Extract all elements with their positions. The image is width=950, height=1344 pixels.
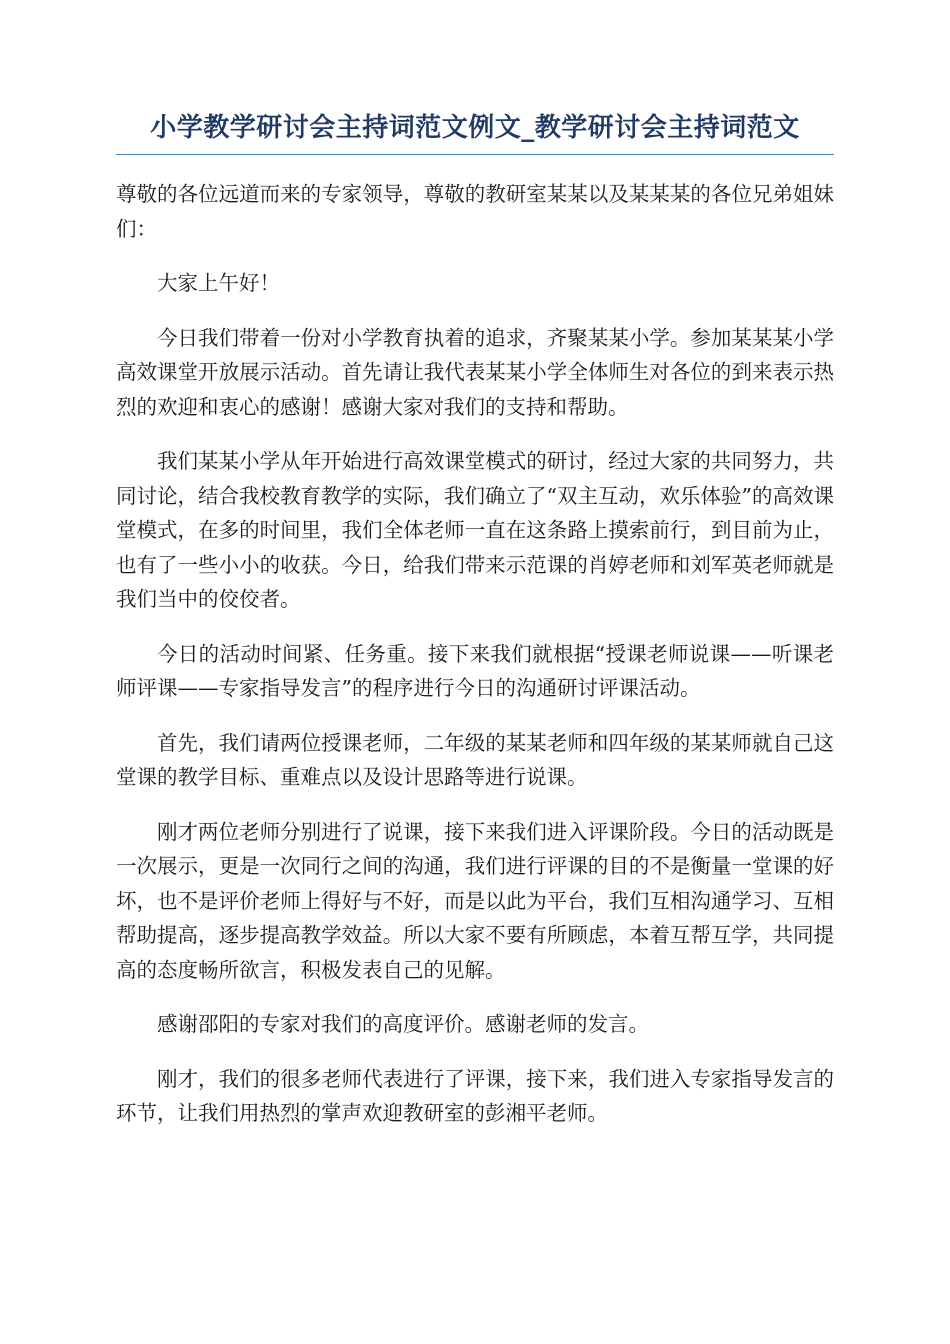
salutation-paragraph: 尊敬的各位远道而来的专家领导，尊敬的教研室某某以及某某某的各位兄弟姐妹们： [116, 182, 834, 241]
body-paragraph: 我们某某小学从年开始进行高效课堂模式的研讨，经过大家的共同努力，共同讨论，结合我校教育教学的实际，我们确立了“双主互动，欢乐体验”的高效课堂模式，在多的时间里，我们全体老师一直在这条路上摸索前行，到目前为止，也有了一些小小的收获。今日，给我们带来示范课的肖婷老师和刘军英老师就是我们当中的佼佼者。 [116, 449, 834, 611]
body-paragraph: 今日的活动时间紧、任务重。接下来我们就根据“授课老师说课——听课老师评课——专家指导发言”的程序进行今日的沟通研讨评课活动。 [116, 641, 834, 700]
document-page [116, 108, 834, 1151]
document-title: 小学教学研讨会主持词范文例文_教学研讨会主持词范文 [116, 108, 834, 155]
greeting-paragraph: 大家上午好！ [157, 271, 280, 295]
body-paragraph: 刚才，我们的很多老师代表进行了评课，接下来，我们进入专家指导发言的环节，让我们用热烈的掌声欢迎教研室的彭湘平老师。 [116, 1066, 834, 1125]
document-body [116, 177, 834, 1131]
body-paragraph: 今日我们带着一份对小学教育执着的追求，齐聚某某小学。参加某某某小学高效课堂开放展示活动。首先请让我代表某某小学全体师生对各位的到来表示热烈的欢迎和衷心的感谢！感谢大家对我们的支持和帮助。 [116, 325, 834, 419]
body-paragraph: 刚才两位老师分别进行了说课，接下来我们进入评课阶段。今日的活动既是一次展示，更是一次同行之间的沟通，我们进行评课的目的不是衡量一堂课的好坏，也不是评价老师上得好与不好，而是以此为平台，我们互相沟通学习、互相帮助提高，逐步提高教学效益。所以大家不要有所顾虑，本着互帮互学，共同提高的态度畅所欲言，积极发表自己的见解。 [116, 819, 834, 982]
body-paragraph: 感谢邵阳的专家对我们的高度评价。感谢老师的发言。 [157, 1012, 649, 1036]
body-paragraph: 首先，我们请两位授课老师，二年级的某某老师和四年级的某某师就自己这堂课的教学目标、重难点以及设计思路等进行说课。 [116, 730, 834, 789]
